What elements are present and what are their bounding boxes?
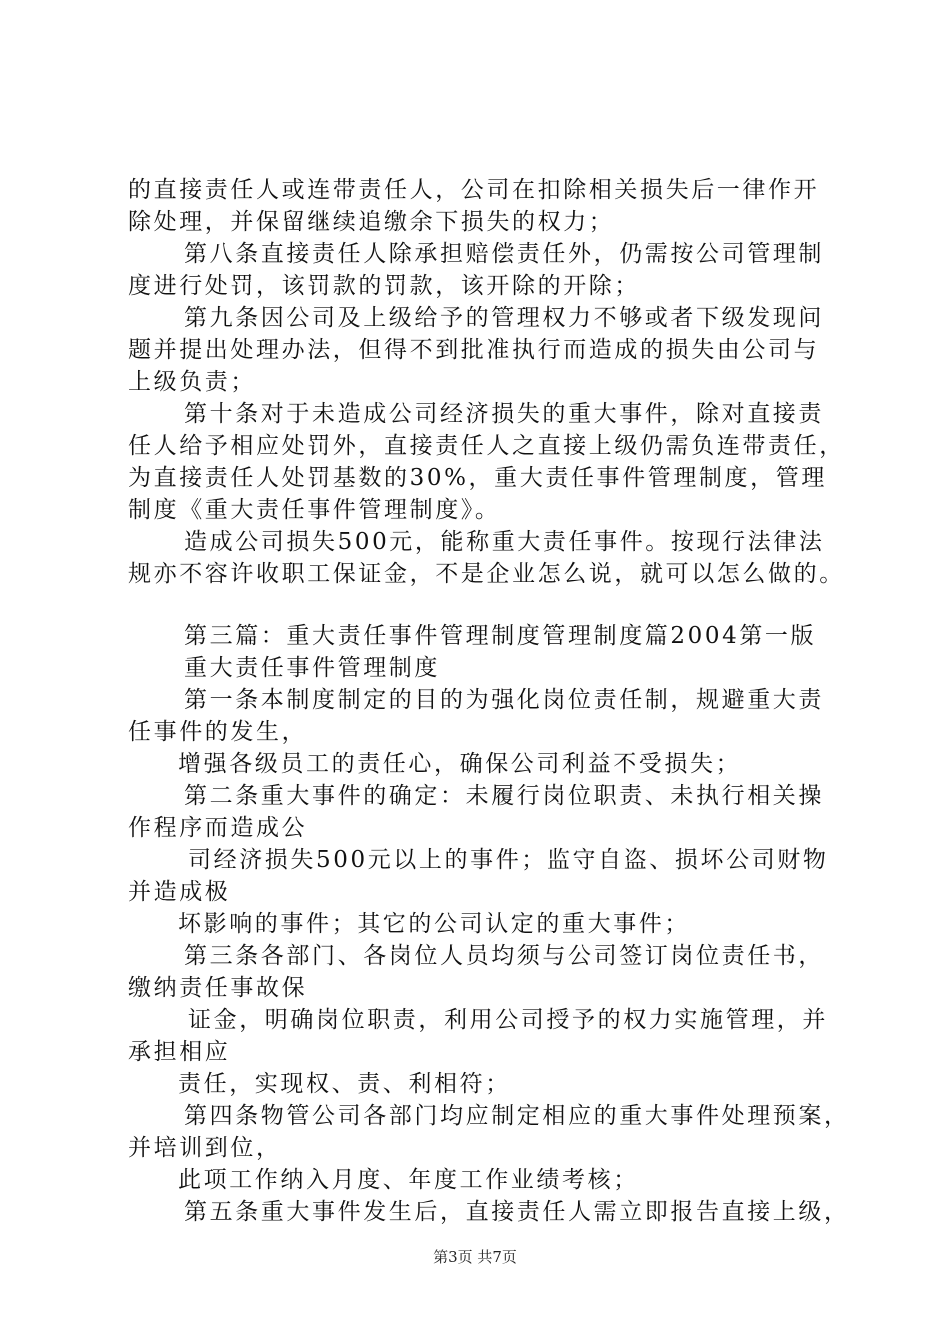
text-line: 制度《重大责任事件管理制度》。 <box>128 497 501 523</box>
text-line: 第八条直接责任人除承担赔偿责任外，仍需按公司管理制 <box>184 241 824 267</box>
text-line: 缴纳责任事故保 <box>128 975 308 1001</box>
text-line: 并培训到位， <box>128 1135 282 1161</box>
text-line: 此项工作纳入月度、年度工作业绩考核； <box>178 1167 639 1193</box>
text-line: 为直接责任人处罚基数的30%，重大责任事件管理制度，管理 <box>128 465 827 491</box>
text-line: 除处理，并保留继续追缴余下损失的权力； <box>128 209 615 235</box>
text-line: 证金，明确岗位职责，利用公司授予的权力实施管理，并 <box>188 1007 828 1033</box>
text-line: 重大责任事件管理制度 <box>184 655 440 681</box>
text-line: 第四条物管公司各部门均应制定相应的重大事件处理预案， <box>184 1103 850 1129</box>
text-line: 第一条本制度制定的目的为强化岗位责任制，规避重大责 <box>184 687 824 713</box>
text-line: 第五条重大事件发生后，直接责任人需立即报告直接上级， <box>184 1199 850 1225</box>
text-line: 责任，实现权、责、利相符； <box>178 1071 511 1097</box>
text-line: 任事件的发生， <box>128 719 308 745</box>
text-line: 题并提出处理办法，但得不到批准执行而造成的损失由公司与 <box>128 337 820 363</box>
text-line: 度进行处罚，该罚款的罚款，该开除的开除； <box>128 273 640 299</box>
text-line: 司经济损失500元以上的事件；监守自盗、损坏公司财物 <box>188 847 829 873</box>
text-line: 第九条因公司及上级给予的管理权力不够或者下级发现问 <box>184 305 824 331</box>
text-line: 第三条各部门、各岗位人员均须与公司签订岗位责任书， <box>184 943 824 969</box>
paragraph-gap <box>128 590 848 620</box>
text-line: 承担相应 <box>128 1039 231 1065</box>
text-line: 第二条重大事件的确定：未履行岗位职责、未执行相关操 <box>184 783 824 809</box>
document-body <box>128 174 848 1228</box>
page-footer: 第3页 共7页 <box>433 1248 517 1266</box>
text-line: 作程序而造成公 <box>128 815 308 841</box>
text-line: 上级负责； <box>128 369 256 395</box>
text-line: 坏影响的事件；其它的公司认定的重大事件； <box>178 911 690 937</box>
text-line: 造成公司损失500元，能称重大责任事件。按现行法律法 <box>184 529 825 555</box>
text-line: 的直接责任人或连带责任人，公司在扣除相关损失后一律作开 <box>128 177 820 203</box>
text-line: 规亦不容许收职工保证金，不是企业怎么说，就可以怎么做的。 <box>128 561 845 587</box>
text-line: 并造成极 <box>128 879 231 905</box>
text-line: 任人给予相应处罚外，直接责任人之直接上级仍需负连带责任， <box>128 433 845 459</box>
text-line: 第三篇：重大责任事件管理制度管理制度篇2004第一版 <box>184 623 817 649</box>
text-line: 第十条对于未造成公司经济损失的重大事件，除对直接责 <box>184 401 824 427</box>
text-line: 增强各级员工的责任心，确保公司利益不受损失； <box>178 751 742 777</box>
